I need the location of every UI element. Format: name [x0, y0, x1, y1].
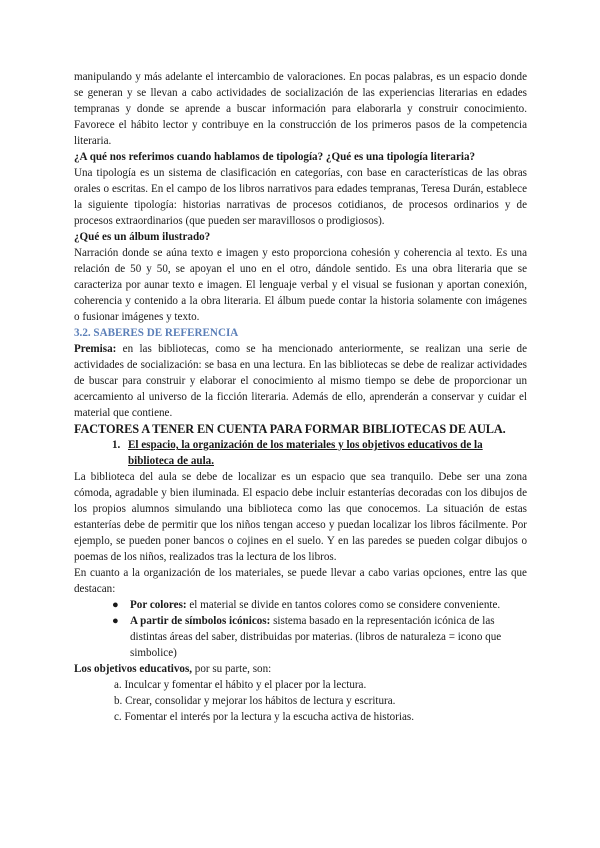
list-item: c. Fomentar el interés por la lectura y la escucha activa de historias. — [114, 711, 415, 723]
bullet-label: A partir de símbolos icónicos: — [130, 615, 271, 627]
paragraph-organizacion: En cuanto a la organización de los materiales, se puede llevar a cabo varias opciones, entre las que destacan: — [74, 567, 527, 595]
bullet-text: sistema basado en la representación icónica de las distintas áreas del saber, distribuidas por materias. (libros de naturaleza = icono que simbolice) — [130, 615, 502, 659]
paragraph-premisa — [74, 341, 527, 421]
paragraph-objetivos — [74, 661, 527, 677]
paragraph-tipologia: Una tipología es un sistema de clasificación en categorías, con base en características de las obras orales o escritas. En el campo de los libros narrativos para edades tempranas, Teresa Durán, establece la siguiente tipología: historias narrativas de procesos cotidianos, de procesos ordinarios y de procesos extraordinarios (que pueden ser maravillosos o prodigiosos). — [74, 167, 527, 227]
question-album: ¿Qué es un álbum ilustrado? — [74, 231, 211, 243]
bullet-icon: ● — [112, 615, 119, 627]
objetivos-label: Los objetivos educativos, — [74, 663, 193, 675]
section-heading: 3.2. SABERES DE REFERENCIA — [74, 327, 239, 339]
bullet-label: Por colores: — [130, 599, 187, 611]
premisa-label: Premisa: — [74, 343, 117, 355]
list-item: a. Inculcar y fomentar el hábito y el placer por la lectura. — [114, 679, 367, 691]
list-item — [112, 613, 527, 661]
item-title: El espacio, la organización de los materiales y los objetivos educativos de la biblioteca de aula. — [128, 439, 483, 467]
list-item — [112, 597, 527, 613]
item-number: 1. — [112, 439, 121, 451]
paragraph-intro: manipulando y más adelante el intercambio de valoraciones. En pocas palabras, es un espacio donde se generan y se llevan a cabo actividades de socialización de las experiencias literarias en edades tempranas y donde se aprende a buscar información para elaborarla y construir conocimiento. Favorece el hábito lector y contribuye en la construcción de los primeros pasos de la competencia literaria. — [74, 71, 527, 147]
question-tipologia: ¿A qué nos referimos cuando hablamos de tipología? ¿Qué es una tipología literaria? — [74, 151, 476, 163]
objetivos-text: por su parte, son: — [192, 663, 272, 675]
list-item: b. Crear, consolidar y mejorar los hábitos de lectura y escritura. — [114, 695, 396, 707]
bullet-icon: ● — [112, 599, 119, 611]
paragraph-espacio: La biblioteca del aula se debe de localizar es un espacio que sea tranquilo. Debe ser una zona cómoda, agradable y bien iluminada. El espacio debe incluir estanterías decoradas con los dibujos de los propios alumnos simulando una biblioteca como las que conocemos. La situación de estas estanterías debe de permitir que los niños tengan acceso y puedan localizar los libros fácilmente. Por ejemplo, se pueden poner bancos o cojines en el suelo. Y en las paredes se pueden colgar dibujos o poemas de los niños, realizados tras la lectura de los libros. — [74, 471, 527, 563]
bullet-list — [74, 597, 527, 661]
factores-heading: FACTORES A TENER EN CUENTA PARA FORMAR BIBLIOTECAS DE AULA. — [74, 422, 506, 436]
bullet-text: el material se divide en tantos colores como se considere conveniente. — [186, 599, 501, 611]
numbered-item-1 — [112, 437, 527, 469]
objetivos-list — [74, 677, 527, 725]
premisa-text: en las bibliotecas, como se ha mencionado anteriormente, se realizan una serie de actividades de socialización: se basa en una lectura. En las bibliotecas se debe de realizar actividades de buscar para construir y elaborar el conocimiento al mismo tiempo se debe de proporcionar un acercamiento al universo de la ficción literaria. Además de ello, aprenderán a conservar y cuidar el material que contiene. — [74, 343, 527, 419]
paragraph-album: Narración donde se aúna texto e imagen y esto proporciona cohesión y coherencia al texto. Es una relación de 50 y 50, se apoyan el uno en el otro, dándole sentido. Es una obra literaria que se caracteriza por aunar texto e imagen. El lenguaje verbal y el visual se fusionan y aportan conexión, coherencia y contenido a la obra literaria. El álbum puede contar la historia solamente con imágenes o fusionar imágenes y texto. — [74, 247, 527, 323]
